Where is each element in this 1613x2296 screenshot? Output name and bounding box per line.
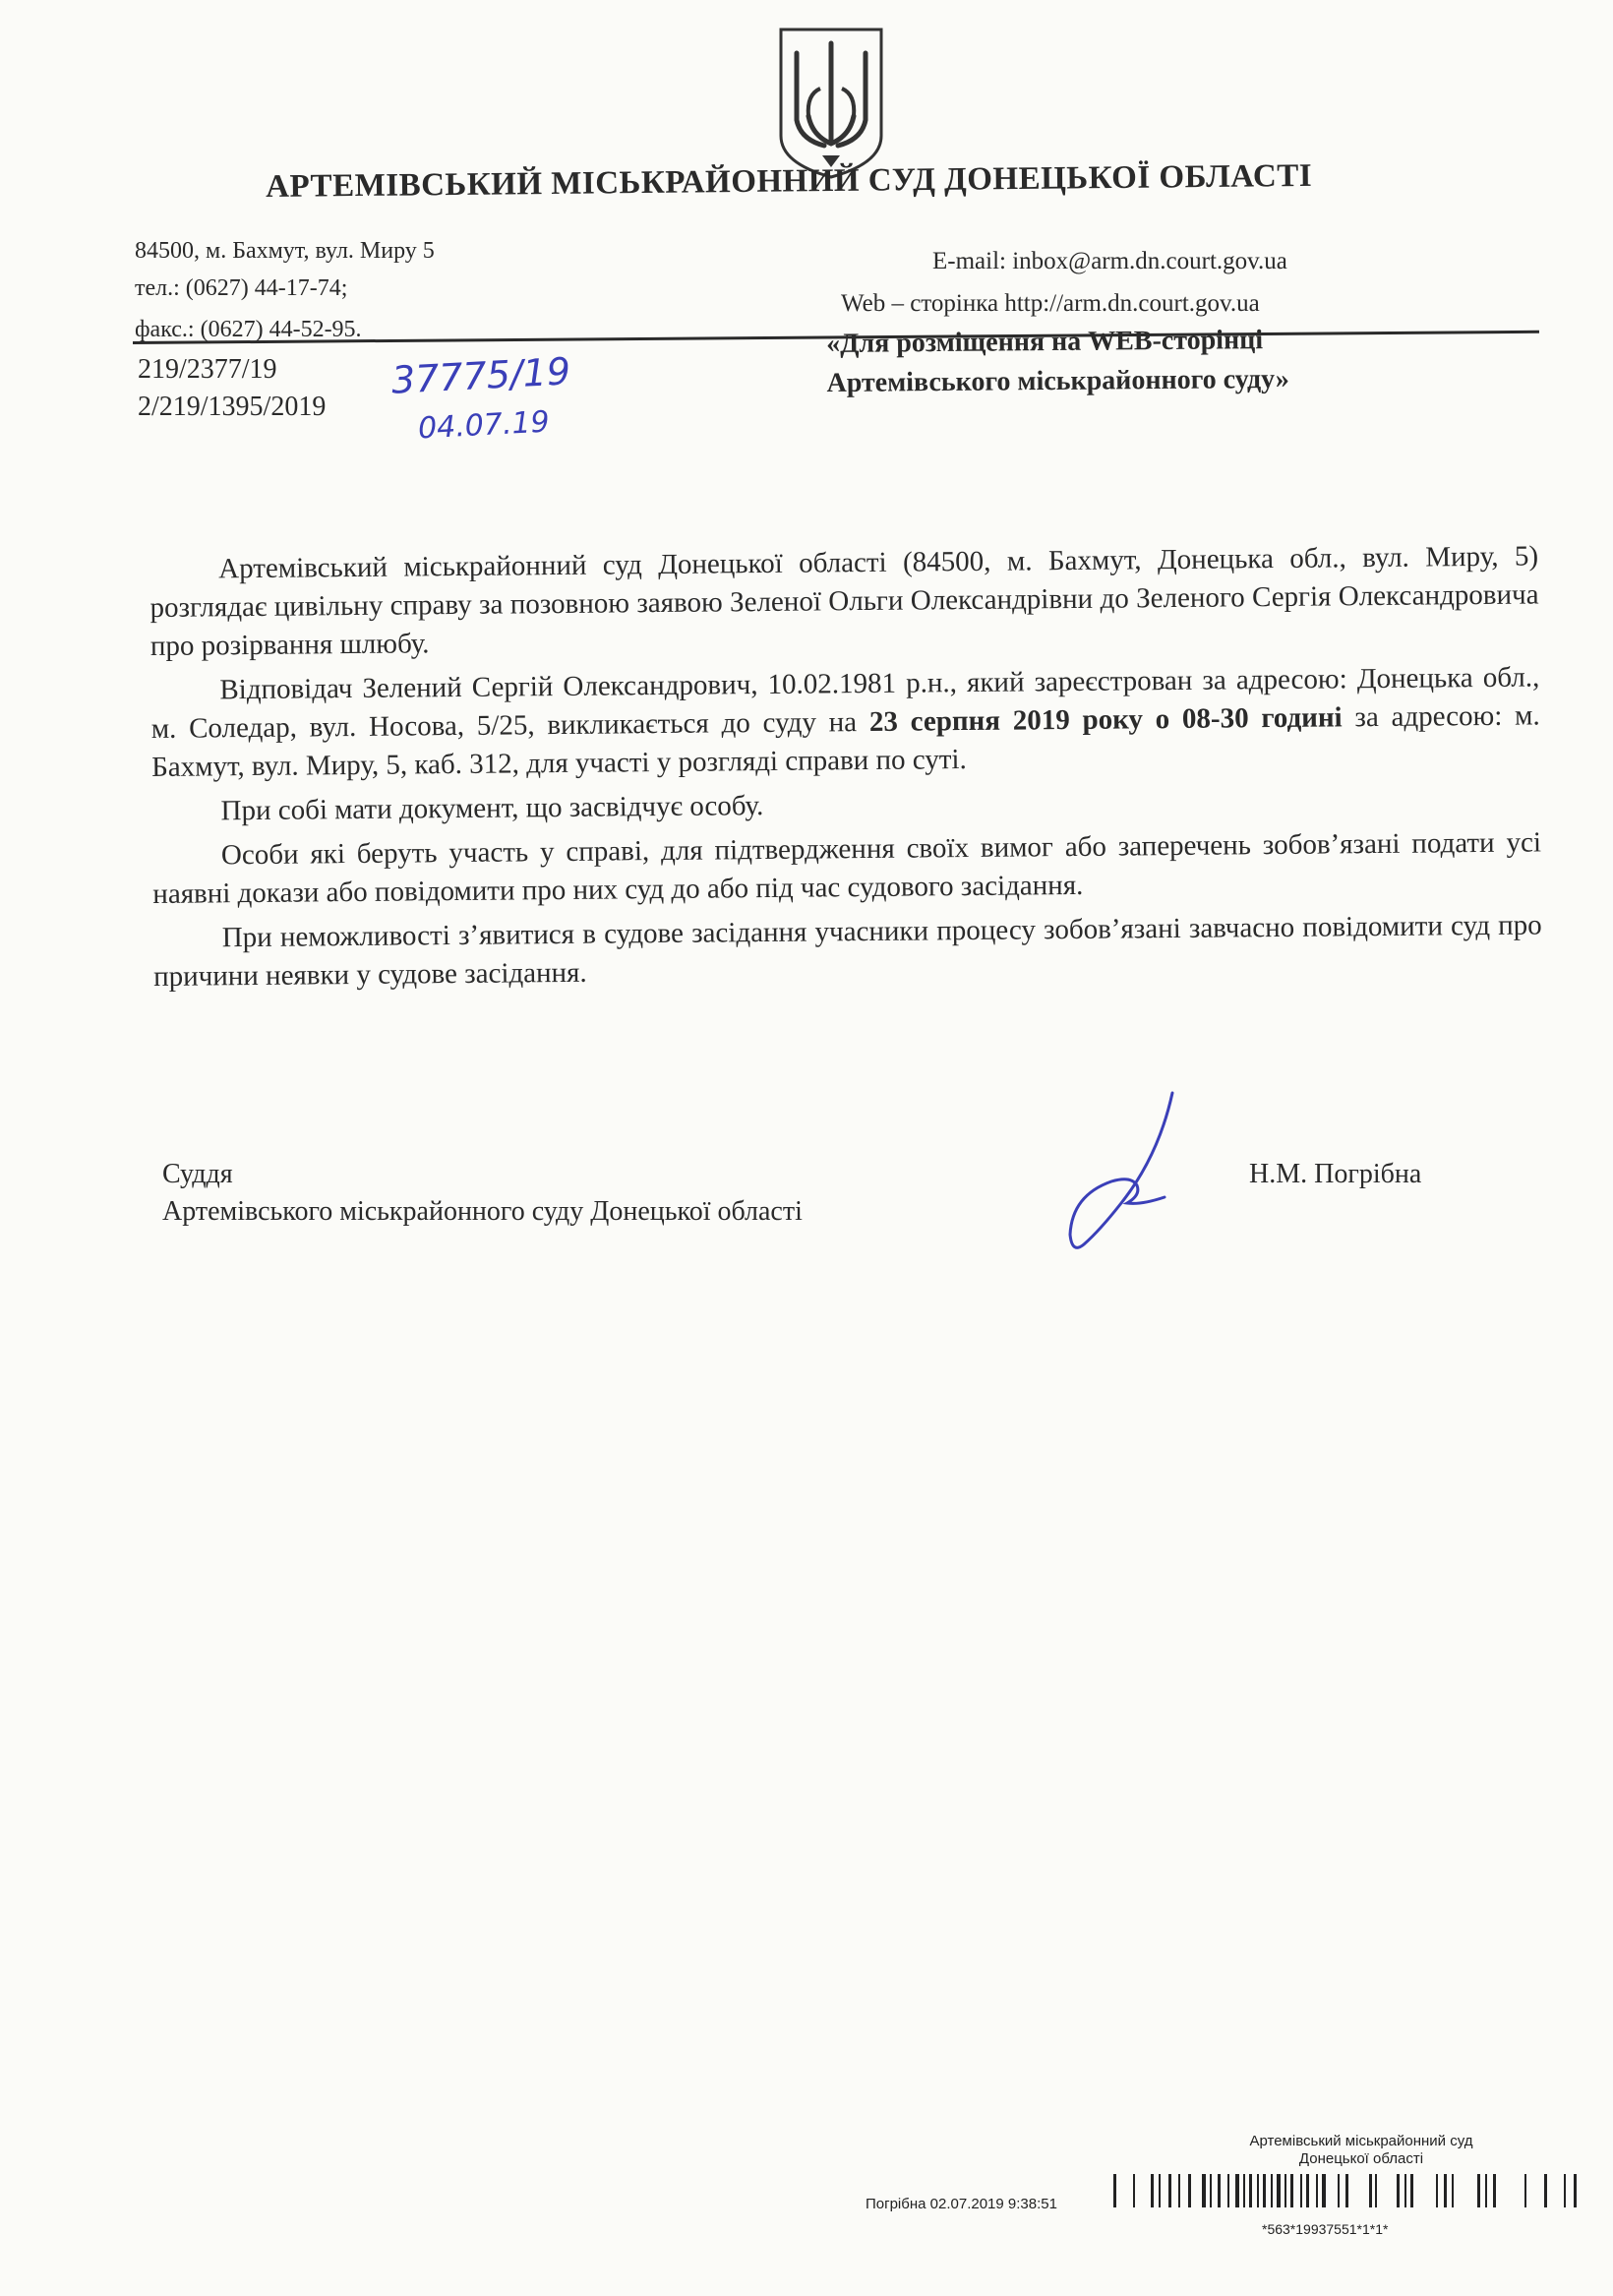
court-website: Web – сторінка http://arm.dn.court.gov.ua (841, 290, 1260, 317)
stamp-org-line1: Артемівський міськрайонний суд (1249, 2133, 1473, 2149)
court-name-heading: АРТЕМІВСЬКИЙ МІСЬКРАЙОННИЙ СУД ДОНЕЦЬКОЇ ОБЛАСТІ (266, 157, 1313, 205)
notice-body (149, 537, 1542, 997)
paragraph-id-document: При собі мати документ, що засвідчує особу. (220, 790, 764, 827)
handwritten-registration-date: 04.07.19 (417, 404, 551, 447)
proceeding-number: 2/219/1395/2019 (138, 392, 327, 422)
court-address: 84500, м. Бахмут, вул. Миру 5 (135, 238, 435, 264)
judge-name: Н.М. Погрібна (1249, 1159, 1422, 1189)
judge-court: Артемівського міськрайонного суду Донецької області (162, 1196, 803, 1227)
case-number: 219/2377/19 (138, 354, 277, 385)
registry-stamp-organization (1214, 2133, 1509, 2168)
court-fax: факс.: (0627) 44-52-95. (135, 317, 362, 342)
registry-stamp-user-time: Погрібна 02.07.2019 9:38:51 (866, 2196, 1057, 2212)
paragraph-summons (150, 658, 1540, 787)
barcode-number: *563*19937551*1*1* (1262, 2221, 1389, 2237)
court-email: E-mail: inbox@arm.dn.court.gov.ua (932, 248, 1287, 274)
summons-date-time: 23 серпня 2019 року о 08-30 годині (868, 701, 1343, 738)
handwritten-signature (1043, 1087, 1190, 1254)
trident-emblem-icon (773, 26, 889, 181)
paragraph-case-description: Артемівський міськрайонний суд Донецької області (84500, м. Бахмут, Донецька обл., вул. Миру, 5) розглядає цивільну справу за позовною заявою Зеленої Ольги Олександрівни до Зеленого Сергія Олександровича про розірвання шлюбу. (149, 540, 1539, 662)
paragraph-evidence: Особи які беруть участь у справі, для підтвердження своїх вимог або заперечень зобов’язані подати усі наявні докази або повідомити про них суд до або під час судового засідання. (152, 826, 1542, 910)
handwritten-registration-number: 37775/19 (389, 349, 572, 402)
judge-role: Суддя (162, 1159, 233, 1189)
paragraph-absence: При неможливості з’явитися в судове засідання учасники процесу зобов’язані завчасно повідомити суд про причини неявки у судове засідання. (153, 909, 1542, 993)
barcode-icon (1111, 2174, 1593, 2219)
web-note-line1: «Для розміщення на WEB-сторінці (826, 325, 1264, 359)
court-phone: тел.: (0627) 44-17-74; (135, 275, 348, 301)
web-publication-note (826, 321, 1289, 403)
web-note-line2: Артемівського міськрайонного суду» (826, 363, 1289, 398)
summons-text-start: Відповідач Зелений Сергій Олександрович, 10.02.1981 р.н., який зареєстрован за адресою: Донецька обл., м. Соледар, вул. Носова, 5/25, викликається до суду на (150, 661, 1540, 745)
stamp-org-line2: Донецької області (1298, 2150, 1424, 2167)
judge-title-block (162, 1156, 803, 1231)
summons-text-end: за адресою: м. Бахмут, вул. Миру, 5, каб. 312, для участі у розгляді справи по суті. (150, 699, 1540, 783)
